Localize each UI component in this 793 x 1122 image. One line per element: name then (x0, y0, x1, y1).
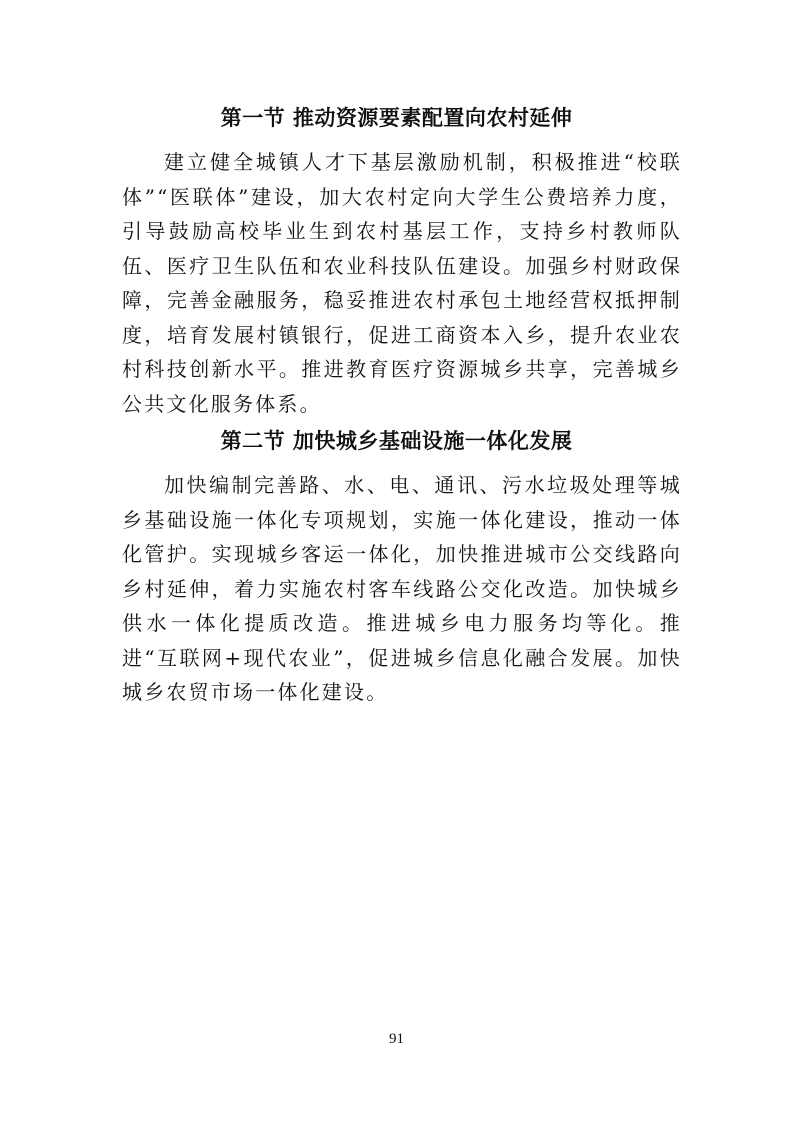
section-heading-1: 第一节 推动资源要素配置向农村延伸 (220, 106, 573, 130)
section-paragraph-1: 建立健全城镇人才下基层激励机制，积极推进“校联体”“医联体”建设，加大农村定向大学生公费培养力度，引导鼓励高校毕业生到农村基层工作，支持乡村教师队伍、医疗卫生队伍和农业科技队伍建设。加强乡村财政保障，完善金融服务，稳妥推进农村承包土地经营权抵押制度，培育发展村镇银行，促进工商资本入乡，提升农业农村科技创新水平。推进教育医疗资源城乡共享，完善城乡公共文化服务体系。 (122, 150, 682, 416)
page-number: 91 (389, 1031, 404, 1047)
section-heading-2: 第二节 加快城乡基础设施一体化发展 (220, 429, 573, 453)
section-paragraph-2: 加快编制完善路、水、电、通讯、污水垃圾处理等城乡基础设施一体化专项规划，实施一体化建设，推动一体化管护。实现城乡客运一体化，加快推进城市公交线路向乡村延伸，着力实施农村客车线路公交化改造。加快城乡供水一体化提质改造。推进城乡电力服务均等化。推进“互联网+现代农业”，促进城乡信息化融合发展。加快城乡农贸市场一体化建设。 (122, 473, 682, 704)
